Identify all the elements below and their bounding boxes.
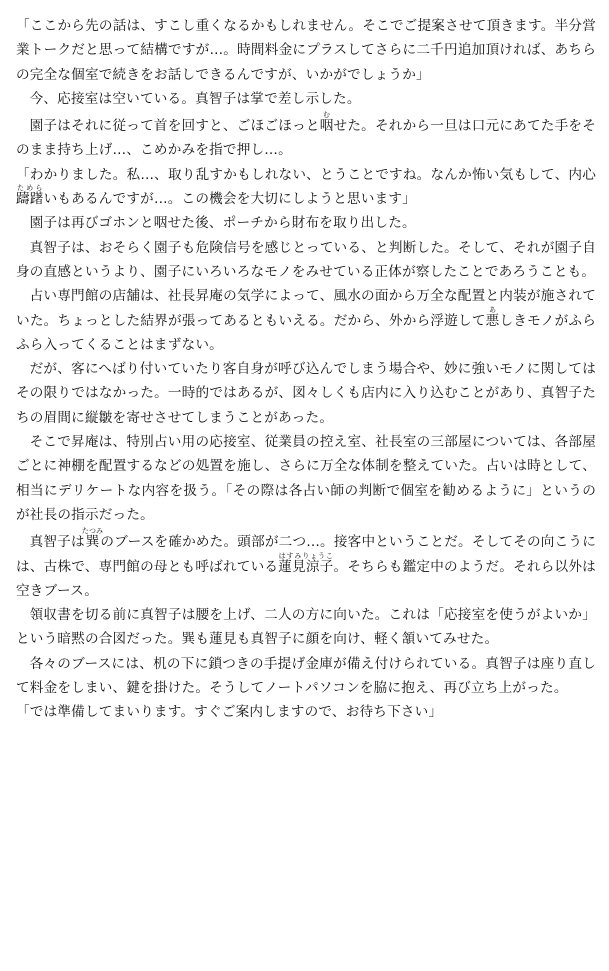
furigana-ruby: 悪あ [485, 305, 500, 329]
furigana-reading: はすみりょうこ [278, 551, 334, 560]
furigana-reading: たつみ [81, 527, 104, 536]
narration-paragraph: 各々のブースには、机の下に鎖つきの手提げ金庫が備え付けられている。真智子は座り直して料金をしまい、鍵を掛けた。そうしてノートパソコンを脇に抱え、再び立ち上がった。 [16, 655, 596, 697]
furigana-ruby: 蓮見涼子はすみりょうこ [278, 551, 334, 575]
novel-page [16, 14, 596, 959]
narration-paragraph: 今、応接室は空いている。真智子は掌で差し示した。 [29, 90, 361, 107]
furigana-reading: あ [485, 305, 500, 314]
dialogue-paragraph: 「ここから先の話は、すこし重くなるかもしれません。そこでご提案させて頂きます。半分営業トークだと思って結構ですが…。時間料金にプラスしてさらに二千円追加頂ければ、あちらの完全な個室で続きをお話しできるんですが、いかがでしょうか」 [16, 18, 596, 83]
narration-paragraph: 園子は再びゴホンと咽せた後、ポーチから財布を取り出した。 [29, 215, 416, 232]
furigana-ruby: 咽む [319, 111, 334, 135]
furigana-reading: ためら [16, 184, 44, 193]
dialogue-paragraph: 「わかりました。私…、取り乱すかもしれない、とうことですね。なんか怖い気もして、内心躊躇ためらいもあるんですが…。この機会を大切にしようと思います」 [16, 166, 596, 208]
narration-paragraph: だが、客にへばり付いていたり客自身が呼び込んでしまう場合や、妙に強いモノに関してはその限りではなかった。一時的ではあるが、図々しくも店内に入り込むことがあり、真智子たちの眉間に縦皺を寄せさせてしまうことがあった。 [16, 361, 596, 426]
furigana-ruby: 躊躇ためら [16, 184, 44, 208]
narration-paragraph: 占い専門館の店舗は、社長昇庵の気学によって、風水の面から万全な配置と内装が施されていた。ちょっとした結界が張ってあるともいえる。だから、外から浮遊して悪あしきモノがふらふら入ってくることはまずない。 [16, 288, 597, 353]
furigana-reading: む [319, 111, 334, 120]
narration-paragraph: そこで昇庵は、特別占い用の応接室、従業員の控え室、社長室の三部屋については、各部屋ごとに神棚を配置するなどの処置を施し、さらに万全な体制を整えていた。占いは時として、相当にデリケートな内容を扱う。「その際は各占い師の判断で個室を勧めるように」というのが社長の指示だった。 [16, 434, 596, 523]
furigana-ruby: 巽たつみ [81, 527, 104, 551]
narration-paragraph: 真智子は巽たつみのブースを確かめた。頭部が二つ…。接客中ということだ。そしてその向こうには、古株で、専門館の母とも呼ばれている蓮見涼子はすみりょうこ。そちらも鑑定中のようだ。それら以外は空きブース。 [16, 527, 596, 599]
dialogue-paragraph: 「では準備してまいります。すぐご案内しますので、お待ち下さい」 [16, 704, 443, 721]
narration-paragraph: 園子はそれに従って首を回すと、ごほごほっと咽むせた。それから一旦は口元にあてた手をそのまま持ち上げ…、こめかみを指で押し…。 [16, 111, 597, 159]
narration-paragraph: 領収書を切る前に真智子は腰を上げ、二人の方に向いた。これは「応接室を使うがよいか」という暗黙の合図だった。巽も蓮見も真智子に顔を向け、軽く頷いてみせた。 [16, 607, 596, 648]
narration-paragraph: 真智子は、おそらく園子も危険信号を感じとっている、と判断した。そして、それが園子自身の直感というより、園子にいろいろなモノをみせている正体が察したことであろうことも。 [16, 239, 596, 280]
